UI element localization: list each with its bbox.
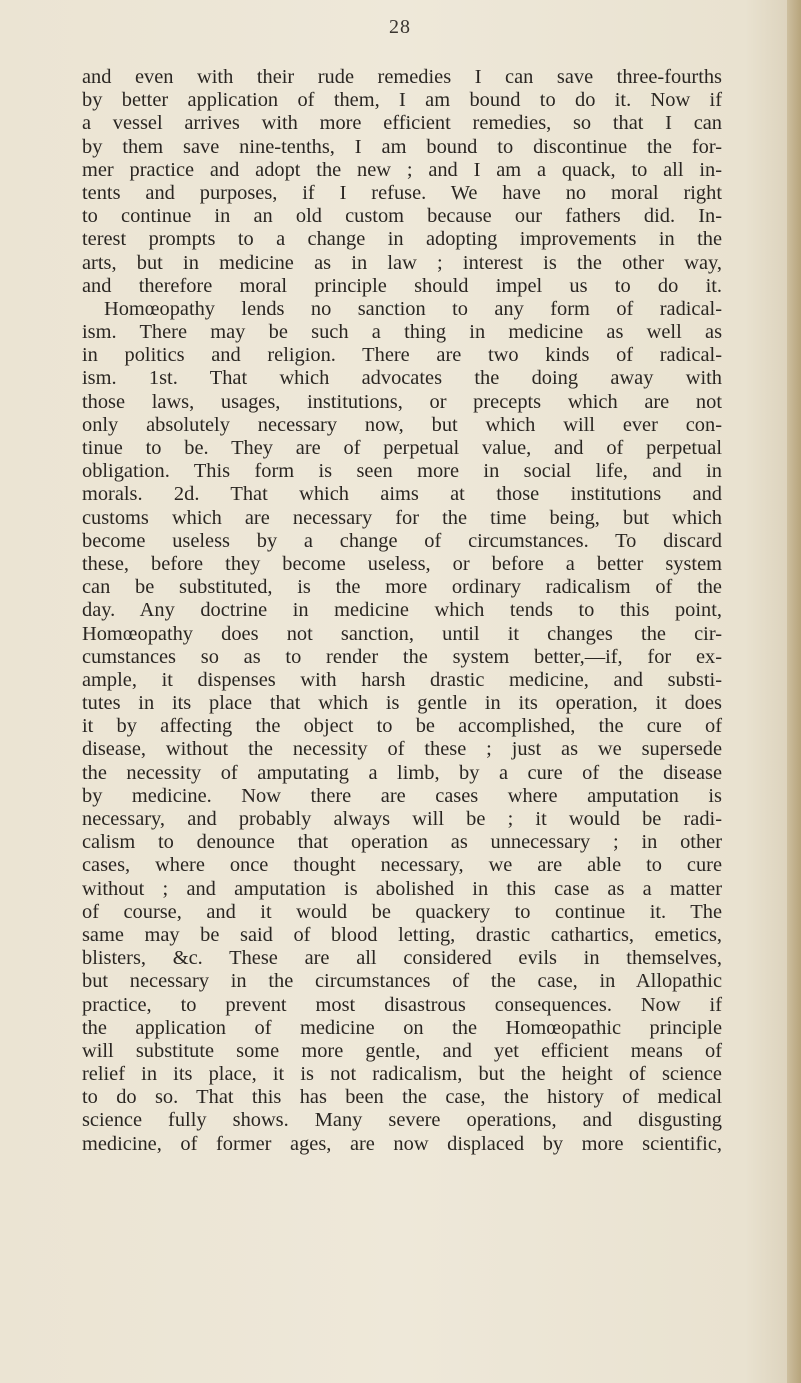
text-line: medicine, of former ages, are now displaced by more scientific, bbox=[82, 1132, 722, 1155]
text-line: but necessary in the circumstances of the case, in Allopathic bbox=[82, 970, 722, 993]
text-line: those laws, usages, institutions, or precepts which are not bbox=[82, 390, 722, 413]
text-line: practice, to prevent most disastrous consequences. Now if bbox=[82, 993, 722, 1016]
text-line: by medicine. Now there are cases where amputation is bbox=[82, 784, 722, 807]
text-line: tinue to be. They are of perpetual value, and of perpetual bbox=[82, 437, 722, 459]
page-edge bbox=[787, 0, 801, 1383]
text-line: day. Any doctrine in medicine which tends to this point, bbox=[82, 599, 722, 622]
text-line: become useless by a change of circumstances. To discard bbox=[82, 529, 722, 552]
text-line: to continue in an old custom because our fathers did. In- bbox=[82, 205, 722, 228]
text-line: the necessity of amputating a limb, by a cure of the disease bbox=[82, 761, 722, 784]
text-line: Homœopathy lends no sanction to any form of radical- bbox=[104, 297, 722, 320]
text-line: disease, without the necessity of these ; just as we supersede bbox=[82, 738, 722, 761]
text-line: blisters, &c. These are all considered evils in themselves, bbox=[82, 947, 722, 970]
text-line: and even with their rude remedies I can save three-fourths bbox=[82, 66, 722, 88]
text-line: the application of medicine on the Homœopathic principle bbox=[82, 1016, 722, 1039]
text-line: in politics and religion. There are two kinds of radical- bbox=[82, 344, 722, 367]
text-line: arts, but in medicine as in law ; interest is the other way, bbox=[82, 251, 722, 274]
text-line: cases, where once thought necessary, we are able to cure bbox=[82, 854, 722, 877]
text-line: tutes in its place that which is gentle in its operation, it does bbox=[82, 692, 722, 715]
text-line: terest prompts to a change in adopting improvements in the bbox=[82, 228, 722, 251]
text-line: without ; and amputation is abolished in this case as a matter bbox=[82, 877, 722, 900]
text-line: a vessel arrives with more efficient remedies, so that I can bbox=[82, 112, 722, 135]
text-line: calism to denounce that operation as unnecessary ; in other bbox=[82, 831, 722, 854]
text-line: will substitute some more gentle, and yet efficient means of bbox=[82, 1039, 722, 1062]
text-line: relief in its place, it is not radicalism, but the height of science bbox=[82, 1063, 722, 1086]
text-line: science fully shows. Many severe operations, and disgusting bbox=[82, 1109, 722, 1132]
text-line: morals. 2d. That which aims at those institutions and bbox=[82, 483, 722, 506]
text-line: can be substituted, is the more ordinary radicalism of the bbox=[82, 576, 722, 599]
text-line: ample, it dispenses with harsh drastic medicine, and substi- bbox=[82, 668, 722, 691]
text-line: only absolutely necessary now, but which will ever con- bbox=[82, 413, 722, 436]
text-line: by them save nine-tenths, I am bound to discontinue the for- bbox=[82, 135, 722, 158]
page-number: 28 bbox=[389, 16, 411, 38]
text-line: ism. There may be such a thing in medicine as well as bbox=[82, 321, 722, 344]
text-line: by better application of them, I am bound to do it. Now if bbox=[82, 89, 722, 112]
text-line: obligation. This form is seen more in social life, and in bbox=[82, 460, 722, 483]
text-line: to do so. That this has been the case, the history of medical bbox=[82, 1086, 722, 1109]
text-line: Homœopathy does not sanction, until it changes the cir- bbox=[82, 622, 722, 645]
text-line: and therefore moral principle should impel us to do it. bbox=[82, 274, 722, 297]
text-line: tents and purposes, if I refuse. We have no moral right bbox=[82, 181, 722, 204]
text-line: customs which are necessary for the time being, but which bbox=[82, 506, 722, 529]
text-line: mer practice and adopt the new ; and I am a quack, to all in- bbox=[82, 158, 722, 181]
text-line: ism. 1st. That which advocates the doing away with bbox=[82, 367, 722, 390]
body-text bbox=[82, 66, 722, 1156]
text-line: it by affecting the object to be accomplished, the cure of bbox=[82, 715, 722, 738]
text-line: these, before they become useless, or before a better system bbox=[82, 552, 722, 575]
text-line: of course, and it would be quackery to continue it. The bbox=[82, 900, 722, 923]
text-line: cumstances so as to render the system better,—if, for ex- bbox=[82, 645, 722, 668]
text-line: necessary, and probably always will be ; it would be radi- bbox=[82, 808, 722, 830]
text-line: same may be said of blood letting, drastic cathartics, emetics, bbox=[82, 923, 722, 946]
